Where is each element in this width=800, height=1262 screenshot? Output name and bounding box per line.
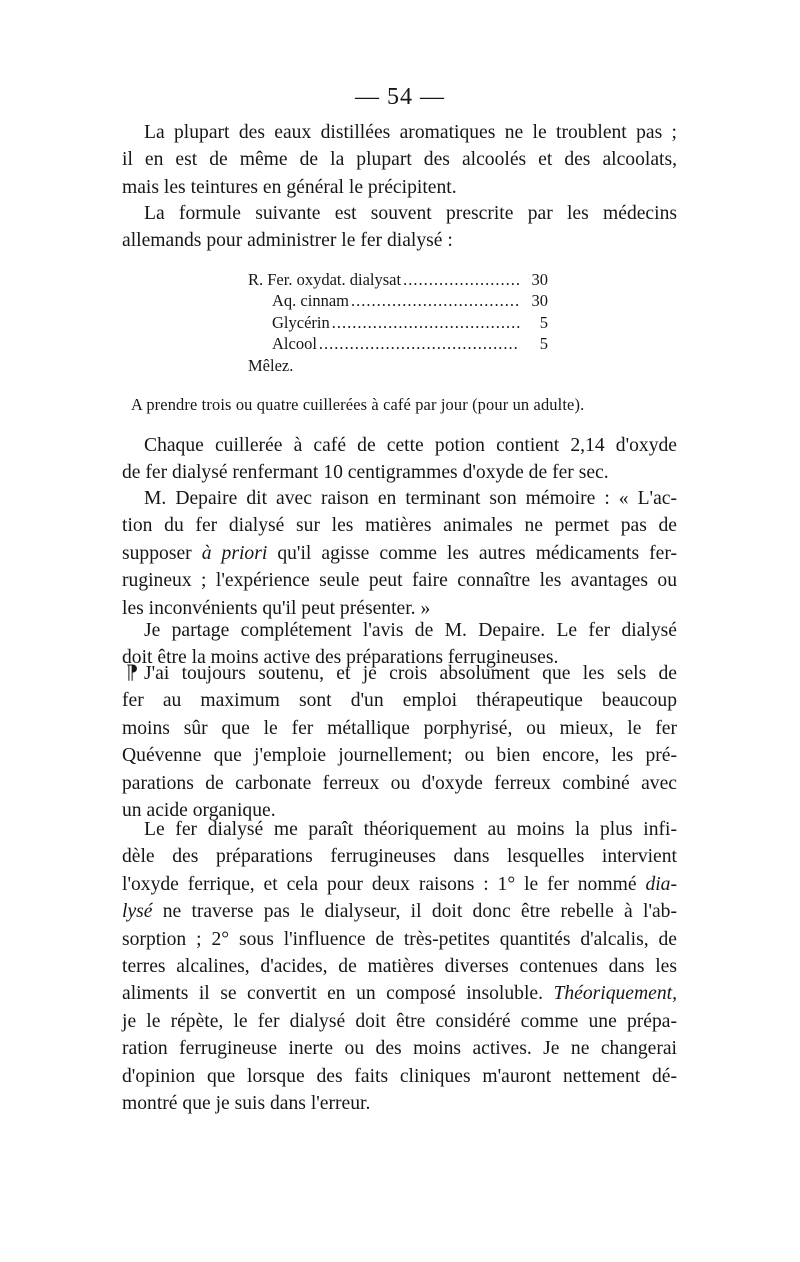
text-run: l'oxyde ferrique, et cela pour deux raisons : 1° le fer nommé [122,873,646,895]
paragraph-distilled-waters [122,119,677,201]
ingredient-quantity: 5 [539,334,548,354]
paragraph-formula-intro [122,200,677,255]
margin-mark: ⁋ [126,663,139,684]
italic-term: Théoriquement, [553,983,677,1005]
text-line: ration ferrugineuse inerte ou des moins actives. Je ne changerai [122,1038,677,1060]
text-run: qu'il agisse comme les autres médicaments fer- [267,542,677,564]
text-line: de fer dialysé renfermant 10 centigrammes d'oxyde de fer sec. [122,462,609,484]
ingredient-name: Glycérin [272,312,330,332]
text-line: rugineux ; l'expérience seule peut faire connaître les avantages ou [122,570,677,592]
leader-dots [351,290,520,311]
text-line: parations de carbonate ferreux ou d'oxyde ferreux combiné avec [122,772,677,794]
text-line: La plupart des eaux distillées aromatiques ne le troublent pas ; [144,122,677,143]
text-line: dèle des préparations ferrugineuses dans lesquelles intervient [122,846,677,868]
text-line: Chaque cuillerée à café de cette potion contient 2,14 d'oxyde [144,435,677,456]
page-number: — 54 — [355,84,445,110]
text-line: M. Depaire dit avec raison en terminant son mémoire : « L'ac- [144,488,677,509]
text-line: Le fer dialysé me paraît théoriquement au moins la plus infi- [144,819,677,840]
italic-term: lysé [122,901,153,923]
paragraph-iron-salts [122,660,677,824]
leader-dots [332,312,520,333]
leader-dots [319,333,520,354]
prescription-formula [248,269,548,376]
formula-row [248,290,548,311]
formula-row [248,312,548,333]
text-line: mais les teintures en général le précipitent. [122,176,457,198]
ingredient-quantity: 30 [531,291,548,311]
formula-row [248,333,548,354]
text-line [122,871,677,898]
text-line: d'opinion que lorsque des faits cliniques m'auront nettement dé- [122,1065,677,1087]
text-line: un acide organique. [122,800,276,822]
text-run: ne traverse pas le dialyseur, il doit donc être rebelle à l'ab- [152,901,677,923]
formula-mix-instruction: Mêlez. [248,355,294,375]
text-run: aliments il se convertit en un composé insoluble. [122,983,554,1005]
text-line [122,980,677,1007]
text-line: je le répète, le fer dialysé doit être considéré comme une prépa- [122,1010,677,1032]
paragraph-dose-content [122,432,677,487]
italic-term: dia- [645,873,677,895]
text-line: les inconvénients qu'il peut présenter. » [122,597,431,619]
text-line: il en est de même de la plupart des alcoolés et des alcoolats, [122,149,677,171]
text-line: sorption ; 2° sous l'influence de très-petites quantités d'alcalis, de [122,928,677,950]
paragraph-depaire-quote [122,485,677,622]
text-line: montré que je suis dans l'erreur. [122,1093,371,1115]
dosage-note: A prendre trois ou quatre cuillerées à café par jour (pour un adulte). [131,395,585,414]
ingredient-name: Aq. cinnam [272,291,349,311]
text-line: Je partage complétement l'avis de M. Depaire. Le fer dialysé [144,620,677,641]
ingredient-name: R. Fer. oxydat. dialysat [248,270,402,289]
formula-row [248,269,548,290]
text-line: terres alcalines, d'acides, de matières diverses contenues dans les [122,956,677,978]
ingredient-quantity: 5 [539,312,548,332]
text-line: moins sûr que le fer métallique porphyrisé, ou mieux, le fer [122,717,677,739]
text-run: supposer [122,542,202,564]
text-line: fer au maximum sont d'un emploi thérapeutique beaucoup [122,690,677,712]
text-line [122,898,677,925]
italic-term: à priori [201,542,268,564]
leader-dots [403,269,520,290]
text-line [122,660,677,687]
text-run: J'ai toujours soutenu, et je crois absolument que les sels de [144,663,677,684]
ingredient-quantity: 30 [531,270,548,289]
text-line: Quévenne que j'emploie journellement; ou bien encore, les pré- [122,745,677,767]
text-line: tion du fer dialysé sur les matières animales ne permet pas de [122,515,677,537]
text-line: allemands pour administrer le fer dialysé : [122,230,453,252]
ingredient-name: Alcool [272,334,317,354]
paragraph-dialysed-iron-opinion [122,816,677,1117]
text-line: La formule suivante est souvent prescrite par les médecins [144,203,677,224]
text-line [122,540,677,567]
text-line: doit être la moins active des préparations ferrugineuses. [122,647,559,669]
